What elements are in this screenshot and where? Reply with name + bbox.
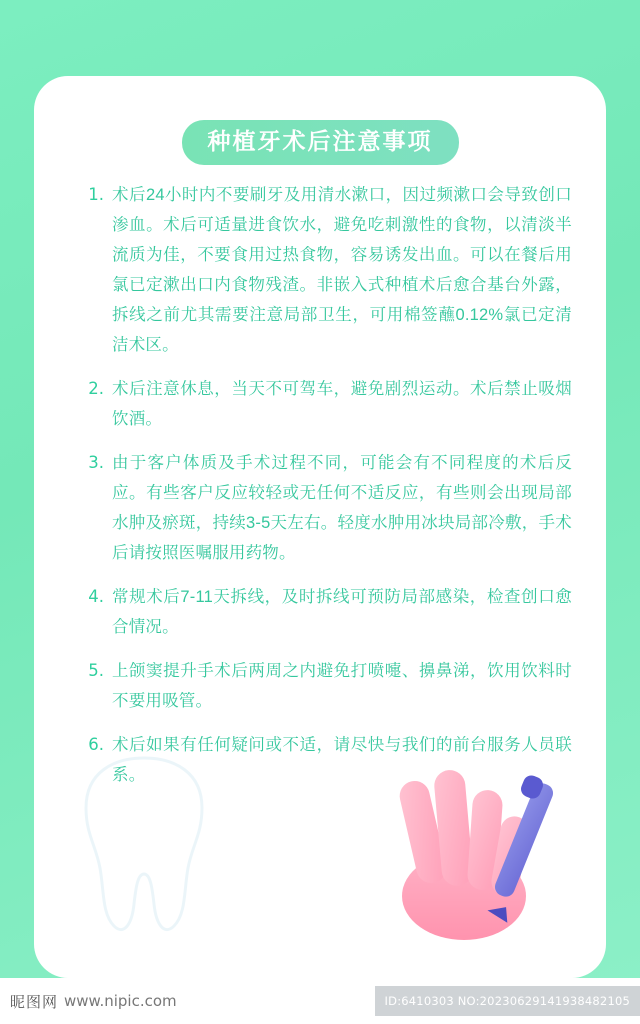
list-item-number: 4.	[88, 587, 104, 606]
list-item-text: 常规术后7-11天拆线，及时拆线可预防局部感染，检查创口愈合情况。	[112, 588, 572, 636]
image-id-text: ID:6410303 NO:20230629141938482105	[384, 994, 630, 1008]
hand-with-pen-illustration	[346, 746, 596, 946]
list-item-number: 2.	[88, 379, 104, 398]
title-container	[34, 120, 606, 165]
image-id-badge	[375, 986, 640, 1016]
footer-bar	[0, 978, 640, 1024]
list-item-text: 术后24小时内不要刷牙及用清水漱口，因过频漱口会导致创口渗血。术后可适量进食饮水，避免吃刺激性的食物，以清淡半流质为佳，不要食用过热食物，容易诱发出血。可以在餐后用氯已定漱出口内食物残渣。非嵌入式种植术后愈合基台外露，拆线之前尤其需要注意局部卫生，可用棉签蘸0.12%氯已定清洁术区。	[112, 186, 572, 354]
list-item	[78, 448, 572, 568]
brand-logo: 昵图网	[10, 993, 59, 1011]
brand	[10, 991, 177, 1012]
notice-list	[78, 180, 572, 804]
list-item-text: 上颌窦提升手术后两周之内避免打喷嚏、擤鼻涕，饮用饮料时不要用吸管。	[112, 662, 572, 710]
list-item	[78, 656, 572, 716]
list-item-number: 1.	[88, 185, 104, 204]
list-item-text: 术后如果有任何疑问或不适，请尽快与我们的前台服务人员联系。	[112, 736, 572, 784]
list-item-text: 术后注意休息，当天不可驾车，避免剧烈运动。术后禁止吸烟饮酒。	[112, 380, 572, 428]
page-title: 种植牙术后注意事项	[182, 120, 459, 165]
content-card	[34, 76, 606, 978]
list-item	[78, 180, 572, 360]
list-item-number: 5.	[88, 661, 104, 680]
list-item	[78, 374, 572, 434]
list-item	[78, 582, 572, 642]
list-item-number: 3.	[88, 453, 104, 472]
list-item-number: 6.	[88, 735, 104, 754]
brand-url: www.nipic.com	[64, 992, 177, 1010]
list-item-text: 由于客户体质及手术过程不同，可能会有不同程度的术后反应。有些客户反应较轻或无任何不适反应，有些则会出现局部水肿及瘀斑，持续3-5天左右。轻度水肿用冰块局部冷敷，手术后请按照医嘱服用药物。	[112, 454, 572, 562]
